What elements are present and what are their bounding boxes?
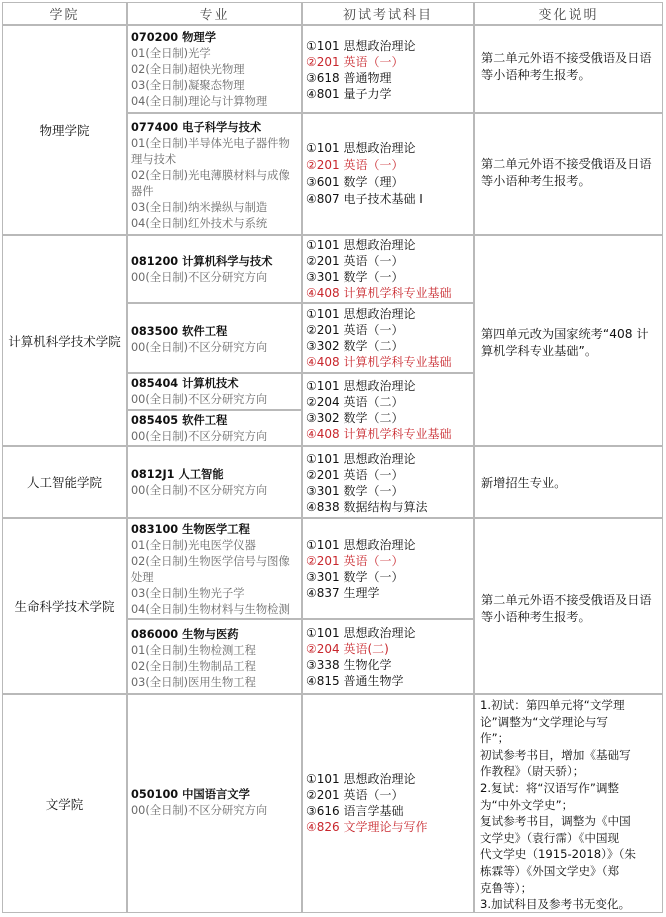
change-note: 第二单元外语不接受俄语及日语等小语种考生报考。 [481, 157, 652, 188]
note-cell [474, 518, 663, 694]
direction: 00(全日制)不区分研究方向 [131, 341, 268, 354]
major-cell [127, 373, 302, 410]
exam-cell [302, 373, 474, 446]
direction: 02(全日制)生物制品工程 [131, 660, 256, 673]
major-cell [127, 694, 302, 913]
major-name: 085405 软件工程 [131, 414, 228, 427]
major-name: 085404 计算机技术 [131, 377, 239, 390]
major-cell [127, 303, 302, 373]
direction: 03(全日制)医用生物工程 [131, 676, 256, 689]
direction: 00(全日制)不区分研究方向 [131, 484, 268, 497]
change-note: 第二单元外语不接受俄语及日语等小语种考生报考。 [481, 51, 652, 82]
exam-subject: ①101 思想政治理论 [306, 452, 416, 466]
note-cell [474, 235, 663, 446]
change-note-line: 作”； [480, 731, 510, 746]
exam-subject: ③618 普通物理 [306, 71, 392, 85]
school-life-science: 生命科学技术学院 [2, 518, 127, 694]
exam-cell [302, 303, 474, 373]
exam-subject: ①101 思想政治理论 [306, 141, 416, 155]
major-name: 050100 中国语言文学 [131, 788, 250, 801]
direction: 01(全日制)生物检测工程 [131, 644, 256, 657]
exam-subject: ①101 思想政治理论 [306, 626, 416, 640]
exam-subject: ③301 数学（一） [306, 270, 404, 284]
school-physics: 物理学院 [2, 25, 127, 235]
exam-subject: ②201 英语（一） [306, 323, 404, 337]
exam-subject: ④815 普通生物学 [306, 674, 404, 688]
exam-cell [302, 113, 474, 235]
change-note-highlight: 新增招生专业。 [481, 476, 567, 490]
major-cell [127, 446, 302, 518]
change-note-line: 复试参考书目，调整为《中国 [480, 814, 631, 829]
exam-subject-highlight: ②201 英语（一） [306, 55, 404, 69]
major-name: 077400 电子科学与技术 [131, 121, 262, 134]
direction: 03(全日制)纳米操纵与制造 [131, 201, 268, 214]
exam-subject: ③302 数学（二） [306, 339, 404, 353]
major-cell [127, 619, 302, 694]
exam-subject-highlight: ②201 英语（一） [306, 158, 404, 172]
direction: 理与技术 [131, 153, 177, 166]
exam-subject: ④838 数据结构与算法 [306, 500, 428, 514]
major-name: 086000 生物与医药 [131, 628, 239, 641]
exam-subject-highlight: ④408 计算机学科专业基础 [306, 427, 452, 441]
major-name: 083100 生物医学工程 [131, 523, 250, 536]
exam-cell [302, 446, 474, 518]
exam-subject: ③301 数学（一） [306, 570, 404, 584]
change-note: 第二单元外语不接受俄语及日语等小语种考生报考。 [481, 593, 652, 624]
change-note: 第四单元改为国家统考“408 计算机学科专业基础”。 [481, 327, 649, 358]
major-cell [127, 113, 302, 235]
exam-subject: ④801 量子力学 [306, 87, 392, 101]
direction: 01(全日制)光电医学仪器 [131, 539, 256, 552]
school-computer-science: 计算机科学技术学院 [2, 235, 127, 446]
major-name: 081200 计算机科学与技术 [131, 255, 273, 268]
change-note-line: 1.初试：第四单元将“文学理 [480, 698, 625, 712]
exam-subject: ①101 思想政治理论 [306, 772, 416, 786]
exam-subject: ②204 英语（二） [306, 395, 404, 409]
direction: 00(全日制)不区分研究方向 [131, 804, 268, 817]
exam-subject: ②201 英语（一） [306, 788, 404, 802]
header-school: 学院 [2, 2, 127, 25]
major-name: 0812J1 人工智能 [131, 468, 224, 481]
major-cell [127, 25, 302, 113]
exam-cell [302, 619, 474, 694]
direction: 03(全日制)生物光子学 [131, 587, 245, 600]
direction: 03(全日制)凝聚态物理 [131, 79, 245, 92]
direction: 00(全日制)不区分研究方向 [131, 393, 268, 406]
exam-subject-highlight: ②201 英语（一） [306, 554, 404, 568]
change-note-line: 文学史》（袁行霈）《中国现 [480, 830, 620, 845]
change-note-line: 论”调整为“文学理论与写 [480, 714, 608, 729]
direction: 02(全日制)光电薄膜材料与成像 [131, 169, 290, 182]
major-cell [127, 518, 302, 619]
exam-subject: ③616 语言学基础 [306, 804, 404, 818]
exam-subject: ①101 思想政治理论 [306, 39, 416, 53]
note-cell [474, 25, 663, 113]
exam-subject-highlight: ④408 计算机学科专业基础 [306, 286, 452, 300]
direction: 04(全日制)生物材料与生物检测 [131, 603, 290, 616]
major-name: 083500 软件工程 [131, 325, 228, 338]
change-note-line: 2.复试：将“汉语写作”调整 [480, 781, 620, 795]
exam-cell [302, 694, 474, 913]
change-note-line: 初试参考书目，增加《基础写 [480, 747, 631, 762]
exam-subject: ①101 思想政治理论 [306, 538, 416, 552]
exam-subject: ③302 数学（二） [306, 411, 404, 425]
change-note-line: 作教程》（尉天骄）； [480, 764, 585, 779]
note-cell [474, 113, 663, 235]
exam-cell [302, 235, 474, 303]
change-note-line: 3.加试科目及参考书无变化。 [480, 897, 631, 912]
exam-subject-highlight: ④408 计算机学科专业基础 [306, 355, 452, 369]
direction: 01(全日制)半导体光电子器件物 [131, 137, 290, 150]
change-note-line: 克鲁等）； [480, 880, 533, 895]
direction: 02(全日制)超快光物理 [131, 63, 245, 76]
exam-subject: ②201 英语（一） [306, 468, 404, 482]
exam-subject: ③338 生物化学 [306, 658, 392, 672]
exam-subject: ①101 思想政治理论 [306, 307, 416, 321]
exam-cell [302, 518, 474, 619]
direction: 01(全日制)光学 [131, 47, 211, 60]
exam-subject: ①101 思想政治理论 [306, 238, 416, 252]
exam-subject: ④837 生理学 [306, 586, 380, 600]
change-note-line: 代文学史（1915-2018）》（朱 [480, 847, 636, 862]
exam-cell [302, 25, 474, 113]
exam-subject: ②201 英语（一） [306, 254, 404, 268]
school-ai: 人工智能学院 [2, 446, 127, 518]
exam-subject: ④807 电子技术基础 I [306, 192, 423, 206]
change-note-line: 栋霖等）《外国文学史》（郑 [480, 864, 620, 878]
direction: 器件 [131, 185, 154, 198]
header-major: 专业 [127, 2, 302, 25]
exam-subject: ①101 思想政治理论 [306, 379, 416, 393]
exam-subject-highlight: ②204 英语(二) [306, 642, 389, 656]
school-literature: 文学院 [2, 694, 127, 913]
note-cell [474, 446, 663, 518]
major-name: 070200 物理学 [131, 31, 216, 44]
direction: 00(全日制)不区分研究方向 [131, 271, 268, 284]
header-change-notes: 变化说明 [474, 2, 663, 25]
direction: 处理 [131, 571, 154, 584]
direction: 00(全日制)不区分研究方向 [131, 430, 268, 443]
header-exam-subjects: 初试考试科目 [302, 2, 474, 25]
note-cell [474, 694, 663, 913]
change-note-line: 为“中外文学史”； [480, 797, 574, 812]
exam-subject: ③301 数学（一） [306, 484, 404, 498]
major-cell [127, 410, 302, 446]
major-cell [127, 235, 302, 303]
direction: 04(全日制)理论与计算物理 [131, 95, 268, 108]
exam-subject-highlight: ④826 文学理论与写作 [306, 820, 428, 834]
exam-subject: ③601 数学（理） [306, 175, 404, 189]
direction: 02(全日制)生物医学信号与图像 [131, 555, 290, 568]
direction: 04(全日制)红外技术与系统 [131, 217, 268, 230]
